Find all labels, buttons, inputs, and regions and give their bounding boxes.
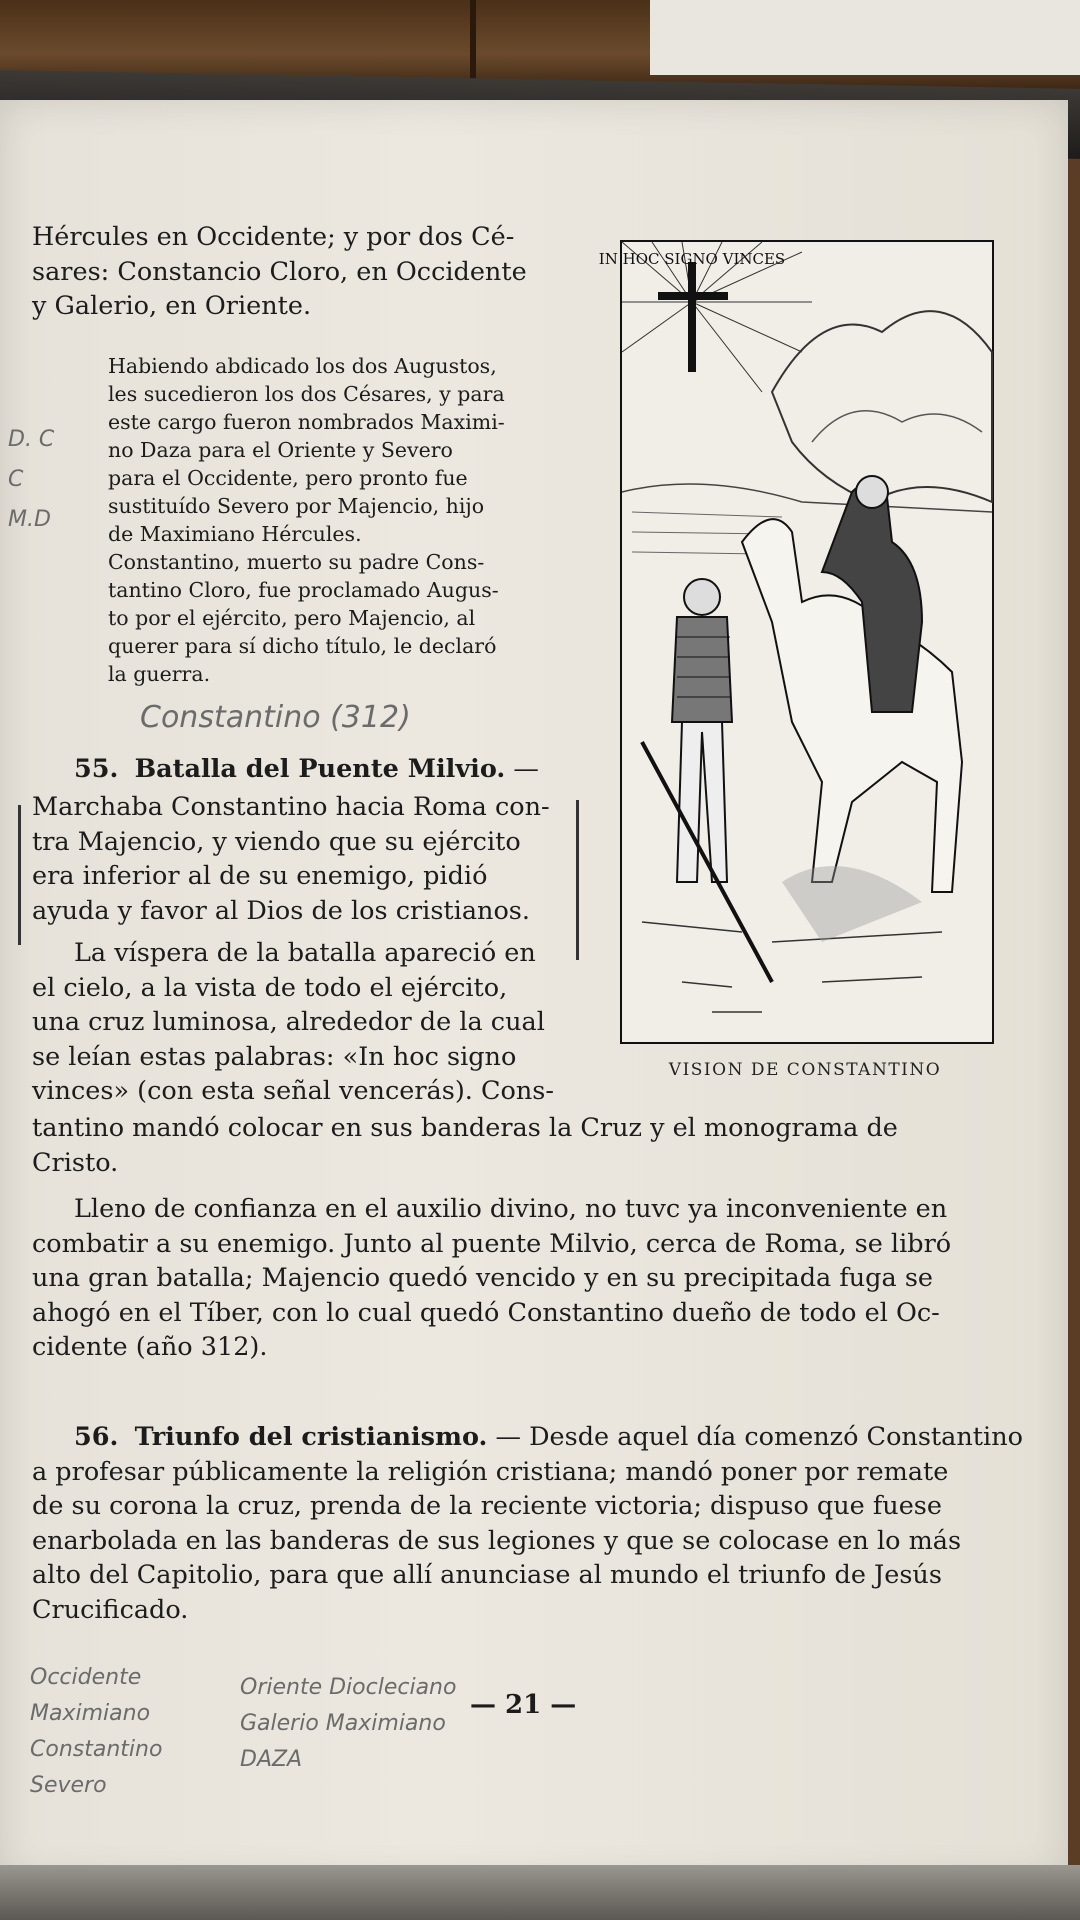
- handwritten-margin-note: Constantino (312): [140, 700, 411, 735]
- text-line: de su corona la cruz, prenda de la reciente victoria; dispuso que fuese: [32, 1491, 942, 1522]
- text-line: el cielo, a la vista de todo el ejército,: [32, 972, 508, 1003]
- text-line: Lleno de confianza en el auxilio divino, no tuvc ya inconveniente en: [74, 1194, 948, 1224]
- text-line: Constantino, muerto su padre Cons-: [108, 550, 485, 574]
- text-line: Crucificado.: [32, 1594, 189, 1625]
- paper-corner-background: [650, 0, 1080, 75]
- margin-pencil-mark: [18, 805, 21, 945]
- section-title: Batalla del Puente Milvio.: [134, 754, 506, 784]
- table-seam: [470, 0, 476, 90]
- text-line: Cristo.: [32, 1147, 119, 1178]
- handwritten-bottom-note: Occidente Maximiano Constantino Severo: [30, 1665, 163, 1798]
- text-line: to por el ejército, pero Majencio, al: [108, 606, 476, 630]
- text-line: combatir a su enemigo. Junto al puente Milvio, cerca de Roma, se libró: [32, 1228, 952, 1259]
- page-number: — 21 —: [470, 1690, 577, 1720]
- text-line: este cargo fueron nombrados Maximi-: [108, 410, 505, 434]
- illustration-caption: VISION DE CONSTANTINO: [668, 1060, 942, 1080]
- text-line: sares: Constancio Cloro, en Occidente: [32, 256, 527, 287]
- text-line: querer para sí dicho título, le declaró: [108, 634, 497, 658]
- vispera-paragraph: [32, 936, 554, 1109]
- text-line: alto del Capitolio, para que allí anunciase al mundo el triunfo de Jesús: [32, 1560, 942, 1591]
- section-55-heading: 55. Batalla del Puente Milvio. —: [74, 754, 539, 784]
- text-line: una cruz luminosa, alrededor de la cual: [32, 1007, 545, 1038]
- section-number: 55.: [74, 754, 119, 784]
- margin-pencil-mark: [576, 800, 579, 960]
- text-line: sustituído Severo por Majencio, hijo: [108, 494, 485, 518]
- text-line: La víspera de la batalla apareció en: [74, 938, 536, 968]
- text-line: se leían estas palabras: «In hoc signo: [32, 1041, 517, 1072]
- text-line: una gran batalla; Majencio quedó vencido y en su precipitada fuga se: [32, 1263, 933, 1294]
- text-line: de Maximiano Hércules.: [108, 522, 362, 546]
- text-line: enarbolada en las banderas de sus legiones y que se colocase en lo más: [32, 1525, 962, 1556]
- section-number: 56.: [74, 1422, 119, 1452]
- text-line: — Desde aquel día comenzó Constantino: [495, 1422, 1023, 1452]
- book-page: [0, 100, 1068, 1880]
- text-line: para el Occidente, pero pronto fue: [108, 466, 468, 490]
- text-line: tantino Cloro, fue proclamado Augus-: [108, 578, 499, 602]
- text-line: Hércules en Occidente; y por dos Cé-: [32, 222, 515, 252]
- text-line: y Galerio, en Oriente.: [32, 291, 312, 322]
- text-line: la guerra.: [108, 662, 211, 686]
- text-line: era inferior al de su enemigo, pidió: [32, 861, 488, 892]
- section-title: Triunfo del cristianismo.: [134, 1422, 488, 1452]
- text-line: tantino mandó colocar en sus banderas la Cruz y el monograma de: [32, 1113, 898, 1143]
- handwritten-bottom-note: Oriente Diocleciano Galerio Maximiano DAZA: [240, 1675, 457, 1772]
- small-print-paragraph: [108, 352, 505, 688]
- illustration-vision-of-constantine: [598, 240, 994, 1044]
- text-line: tra Majencio, y viendo que su ejército: [32, 826, 521, 857]
- text-line: vinces» (con esta señal vencerás). Cons-: [32, 1076, 554, 1107]
- handwritten-margin-letters: D. C C M.D: [8, 427, 55, 532]
- text-line: ahogó en el Tíber, con lo cual quedó Constantino dueño de todo el Oc-: [32, 1297, 940, 1328]
- text-line: les sucedieron los dos Césares, y para: [108, 382, 505, 406]
- illustration-drawing: [598, 242, 992, 1042]
- text-line: a profesar públicamente la religión cristiana; mandó poner por remate: [32, 1456, 949, 1487]
- book-bottom-edge: [0, 1865, 1080, 1920]
- section-55-body: [32, 790, 550, 928]
- text-line: Marchaba Constantino hacia Roma con-: [32, 792, 550, 822]
- vispera-paragraph-continued: [32, 1111, 898, 1180]
- text-line: Habiendo abdicado los dos Augustos,: [108, 354, 497, 378]
- illustration-motto: IN HOC SIGNO VINCES: [598, 250, 786, 268]
- text-line: no Daza para el Oriente y Severo: [108, 438, 453, 462]
- intro-paragraph: [32, 220, 527, 324]
- text-line: cidente (año 312).: [32, 1332, 268, 1363]
- section-56: [32, 1420, 1023, 1628]
- text-line: ayuda y favor al Dios de los cristianos.: [32, 895, 530, 926]
- lleno-paragraph: [32, 1192, 951, 1365]
